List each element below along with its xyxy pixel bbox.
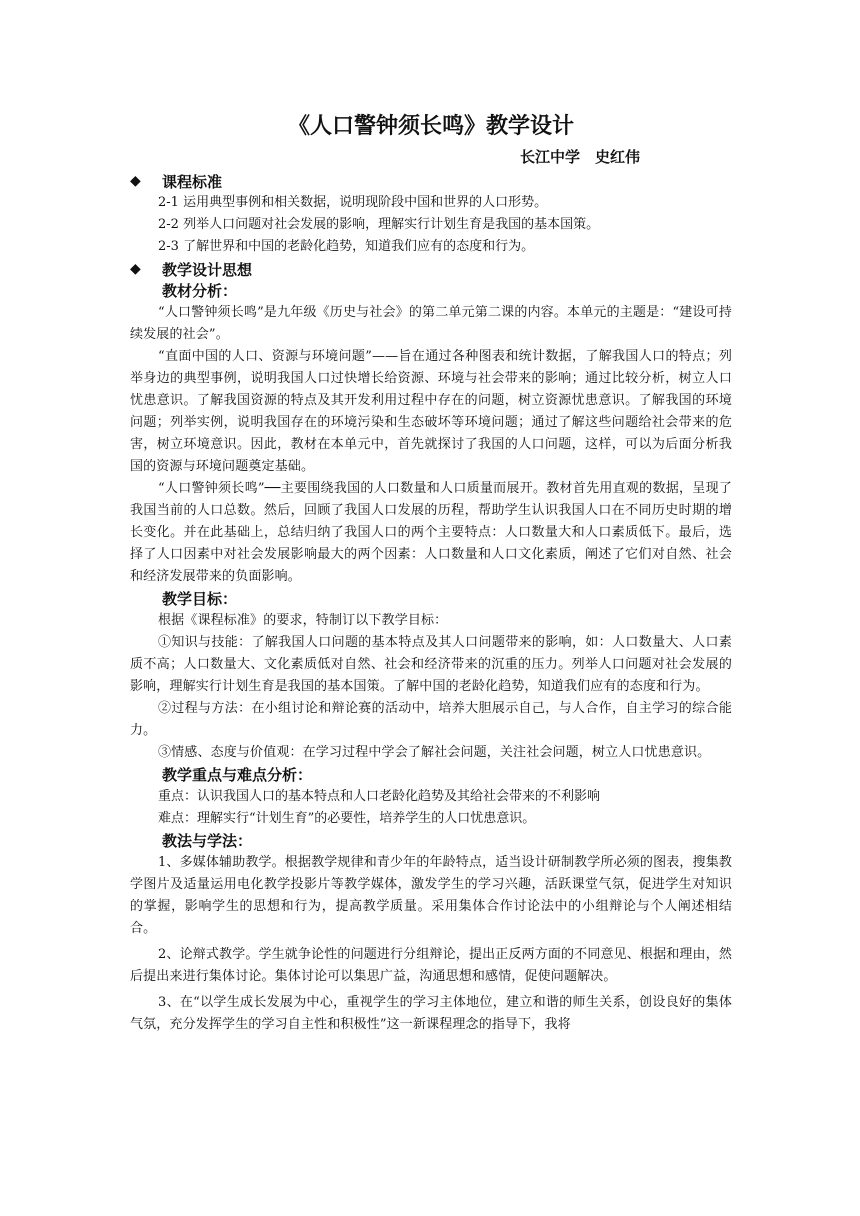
document-page (130, 110, 732, 1036)
paragraph: 根据《课程标准》的要求，特制订以下教学目标： (158, 613, 448, 628)
subheading-analysis: 教材分析： (162, 282, 238, 300)
diamond-bullet-icon: ◆ (130, 173, 141, 189)
focus-line: 难点：理解实行“计划生育”的必要性，培养学生的人口忧患意识。 (158, 811, 536, 826)
section-title: 课程标准 (162, 172, 223, 191)
paragraph: ②过程与方法：在小组讨论和辩论赛的活动中，培养大胆展示自己，与人合作，自主学习的综合能力。 (130, 701, 732, 738)
section-heading-standards (130, 170, 732, 192)
paragraph: “直面中国的人口、资源与环境问题”——旨在通过各种图表和统计数据，了解我国人口的特点；列举身边的典型事例，说明我国人口过快增长给资源、环境与社会带来的影响；通过比较分析，树立人口忧患意识。了解我国资源的特点及其开发利用过程中存在的问题，树立资源忧患意识。了解我国的环境问题；列举实例，说明我国存在的环境污染和生态破坏等环境问题；通过了解这些问题给社会带来的危害，树立环境意识。因此，教材在本单元中，首先就探讨了我国的人口问题，这样，可以为后面分析我国的资源与环境问题奠定基础。 (130, 349, 732, 474)
standard-item: 2-3 了解世界和中国的老龄化趋势，知道我们应有的态度和行为。 (158, 239, 535, 254)
author-line: 长江中学 史红伟 (519, 148, 640, 166)
paragraph: ①知识与技能：了解我国人口问题的基本特点及其人口问题带来的影响，如：人口数量大、人口素质不高；人口数量大、文化素质低对自然、社会和经济带来的沉重的压力。列举人口问题对社会发展的影响，理解实行计划生育是我国的基本国策。了解中国的老龄化趋势，知道我们应有的态度和行为。 (130, 635, 732, 694)
paragraph: “人口警钟须长鸣”──主要围绕我国的人口数量和人口质量而展开。教材首先用直观的数据，呈现了我国当前的人口总数。然后，回顾了我国人口发展的历程，帮助学生认识我国人口在不同历史时期的增长变化。并在此基础上，总结归纳了我国人口的两个主要特点：人口数量大和人口素质低下。最后，选择了人口因素中对社会发展影响最大的两个因素：人口数量和人口文化素质，阐述了它们对自然、社会和经济发展带来的负面影响。 (130, 481, 732, 584)
section-heading-design (130, 258, 732, 280)
section-title: 教学设计思想 (162, 260, 253, 279)
document-title: 《人口警钟须长鸣》教学设计 (287, 114, 574, 139)
standard-item: 2-1 运用典型事例和相关数据，说明现阶段中国和世界的人口形势。 (158, 195, 548, 210)
diamond-bullet-icon: ◆ (130, 261, 141, 277)
focus-line: 重点：认识我国人口的基本特点和人口老龄化趋势及其给社会带来的不利影响 (158, 789, 601, 804)
paragraph: ③情感、态度与价值观：在学习过程中学会了解社会问题，关注社会问题，树立人口忧患意识。 (158, 745, 711, 760)
paragraph: 1、多媒体辅助教学。根据教学规律和青少年的年龄特点，适当设计研制教学所必须的图表，搜集教学图片及适量运用电化教学投影片等教学媒体，激发学生的学习兴趣，活跃课堂气氛，促进学生对知识的掌握，影响学生的思想和行为，提高教学质量。采用集体合作讨论法中的小组辩论与个人阐述相结合。 (130, 855, 732, 936)
paragraph: 3、在“以学生成长发展为中心，重视学生的学习主体地位，建立和谐的师生关系，创设良好的集体气氛，充分发挥学生的学习自主性和积极性”这一新课程理念的指导下，我将 (130, 995, 732, 1032)
subheading-goals: 教学目标： (162, 590, 238, 608)
subheading-focus: 教学重点与难点分析： (162, 766, 313, 784)
paragraph: “人口警钟须长鸣”是九年级《历史与社会》的第二单元第二课的内容。本单元的主题是：“建设可持续发展的社会”。 (130, 305, 732, 342)
paragraph: 2、论辩式教学。学生就争论性的问题进行分组辩论，提出正反两方面的不同意见、根据和理由，然后提出来进行集体讨论。集体讨论可以集思广益，沟通思想和感情，促使问题解决。 (130, 947, 732, 984)
standard-item: 2-2 列举人口问题对社会发展的影响，理解实行计划生育是我国的基本国策。 (158, 217, 600, 232)
subheading-methods: 教法与学法： (162, 832, 253, 850)
